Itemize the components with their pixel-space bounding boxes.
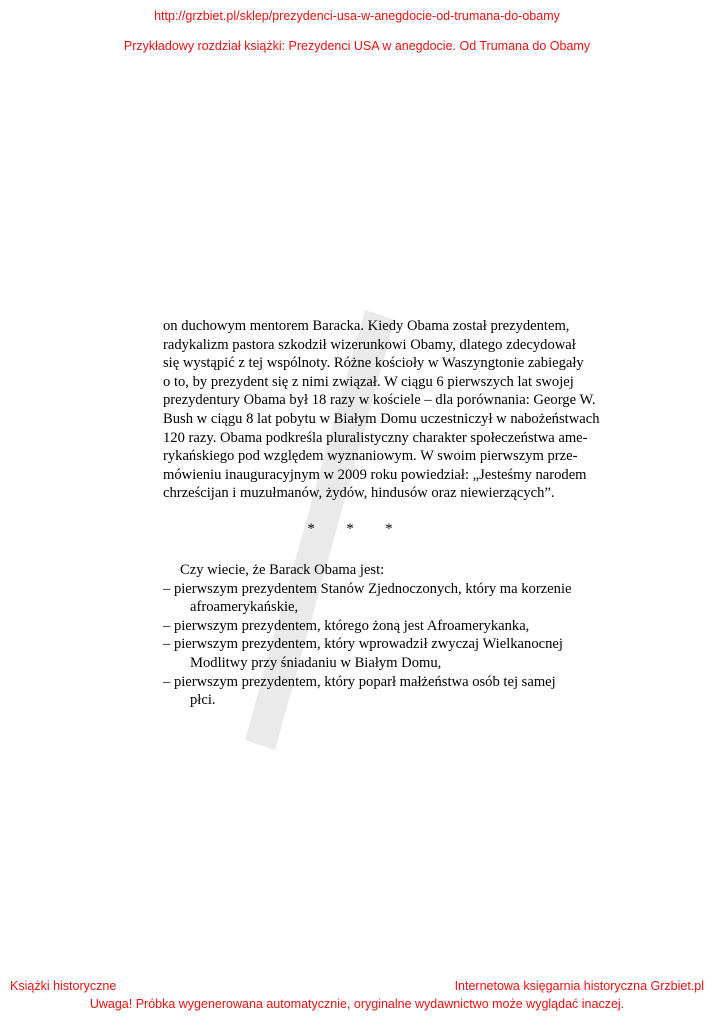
footer-right-link[interactable]: Internetowa księgarnia historyczna Grzbiet.pl <box>454 979 704 993</box>
footer-note: Uwaga! Próbka wygenerowana automatycznie, oryginalne wydawnictwo może wyglądać inaczej. <box>89 997 625 1011</box>
header-url-link[interactable]: http://grzbiet.pl/sklep/prezydenci-usa-w-anegdocie-od-trumana-do-obamy <box>154 9 560 23</box>
list-item: – pierwszym prezydentem, którego żoną jest Afroamerykanka, <box>163 617 530 634</box>
paragraph-line: się wystąpić z tej wspólnoty. Różne kościoły w Waszyngtonie zabiegały <box>163 355 584 372</box>
paragraph-line: prezydentury Obama był 18 razy w kościele – dla porównania: George W. <box>163 392 596 409</box>
paragraph-line: chrześcijan i muzułmanów, żydów, hindusów oraz niewierzących”. <box>163 485 555 502</box>
paragraph-line: rykańskiego pod względem wyznaniowym. W swoim pierwszym prze- <box>163 448 578 465</box>
list-item: – pierwszym prezydentem, który poparł małżeństwa osób tej samej <box>163 673 556 690</box>
body-paragraph <box>163 317 600 503</box>
paragraph-line: 120 razy. Obama podkreśla pluralistyczny charakter społeczeństwa ame- <box>163 429 588 446</box>
paragraph-line: Bush w ciągu 8 lat pobytu w Białym Domu uczestniczył w nabożeństwach <box>163 410 600 427</box>
list-item: – pierwszym prezydentem Stanów Zjednoczonych, który ma korzenie <box>163 580 572 597</box>
list-item-continuation: afroamerykańskie, <box>190 599 299 616</box>
footer-left-link[interactable]: Książki historyczne <box>10 979 117 993</box>
section-separator: * * * <box>307 521 407 537</box>
list-item-continuation: Modlitwy przy śniadaniu w Białym Domu, <box>190 654 442 671</box>
list-item-continuation: płci. <box>190 692 216 709</box>
paragraph-line: on duchowym mentorem Baracka. Kiedy Obama został prezydentem, <box>163 318 570 334</box>
paragraph-line: radykalizm pastora szkodził wizerunkowi Obamy, dlatego zdecydował <box>163 336 576 353</box>
list-item: – pierwszym prezydentem, który wprowadził zwyczaj Wielkanocnej <box>163 636 563 653</box>
fact-list <box>163 561 572 710</box>
header-subtitle: Przykładowy rozdział książki: Prezydenci USA w anegdocie. Od Trumana do Obamy <box>123 39 591 53</box>
list-intro: Czy wiecie, że Barack Obama jest: <box>180 562 385 578</box>
paragraph-line: o to, by prezydent się z nimi związał. W ciągu 6 pierwszych lat swojej <box>163 373 574 390</box>
paragraph-line: mówieniu inauguracyjnym w 2009 roku powiedział: „Jesteśmy narodem <box>163 466 587 483</box>
